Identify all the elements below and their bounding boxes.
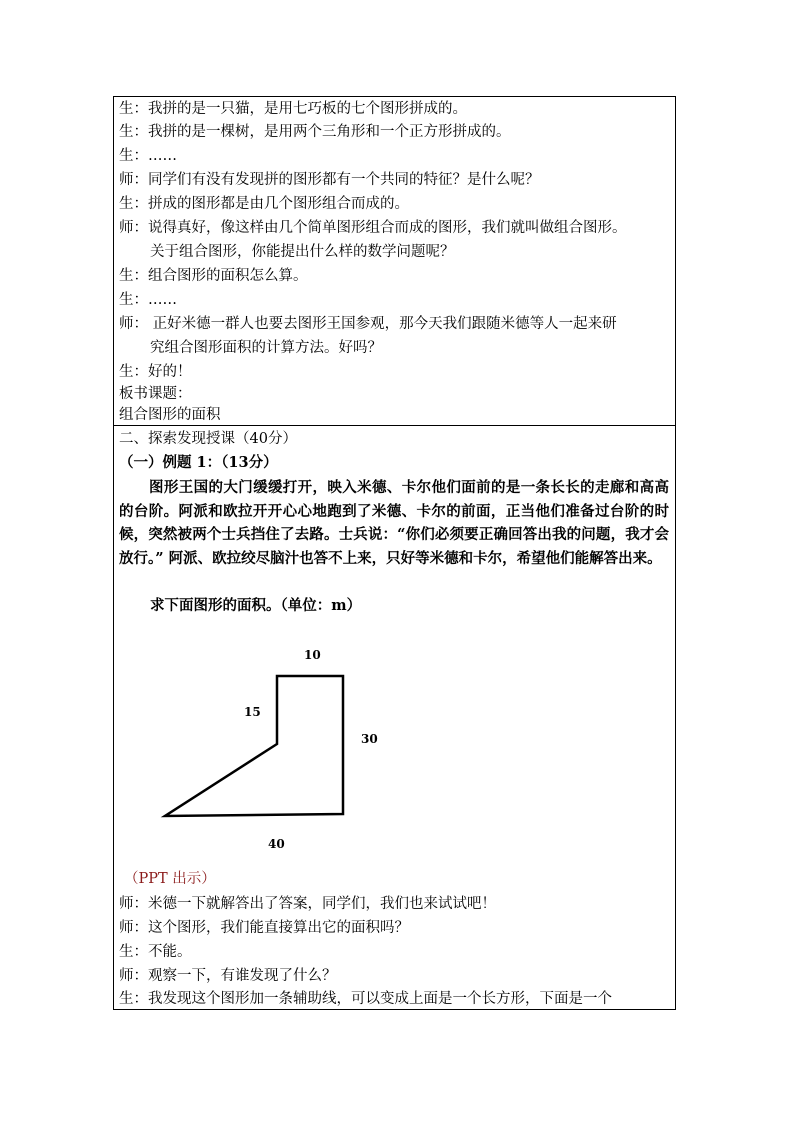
dialogue-line: 生：…… [119, 292, 177, 308]
dialogue-line: 生：…… [119, 148, 177, 164]
dialogue-line: 究组合图形面积的计算方法。好吗？ [150, 340, 382, 356]
figure-label-left: 15 [244, 705, 261, 719]
dialogue-line: 生：我拼的是一棵树，是用两个三角形和一个正方形拼成的。 [119, 124, 511, 140]
dialogue-line: 生：不能。 [119, 944, 192, 960]
section-title: 二、探索发现授课（40分） [119, 431, 297, 447]
dialogue-line: 师：这个图形，我们能直接算出它的面积吗？ [119, 920, 409, 936]
dialogue-line: 师：同学们有没有发现拼的图形都有一个共同的特征？是什么呢？ [119, 172, 540, 188]
dialogue-line: 师：米德一下就解答出了答案，同学们，我们也来试试吧！ [119, 896, 496, 912]
dialogue-line: 生：我发现这个图形加一条辅助线，可以变成上面是一个长方形，下面是一个 [119, 991, 612, 1007]
dialogue-line: 组合图形的面积 [119, 407, 221, 423]
dialogue-line: 板书课题： [119, 386, 192, 402]
composite-shape [165, 676, 343, 816]
dialogue-line: 师： 正好米德一群人也要去图形王国参观，那今天我们跟随米德等人一起来研 [119, 316, 617, 332]
dialogue-line: 生：拼成的图形都是由几个图形组合而成的。 [119, 196, 409, 212]
dialogue-line: 师：观察一下，有谁发现了什么？ [119, 968, 337, 984]
dialogue-line: 生：我拼的是一只猫，是用七巧板的七个图形拼成的。 [119, 101, 467, 117]
figure-label-right: 30 [361, 732, 378, 746]
dialogue-line: 师：说得真好，像这样由几个简单图形组合而成的图形，我们就叫做组合图形。 [119, 220, 627, 236]
question-text: 求下面图形的面积。（单位：m） [150, 597, 362, 614]
dialogue-line: 关于组合图形，你能提出什么样的数学问题呢？ [150, 244, 455, 260]
dialogue-line: 生：组合图形的面积怎么算。 [119, 268, 308, 284]
dialogue-line: 生：好的！ [119, 364, 192, 380]
story-paragraph: 图形王国的大门缓缓打开，映入米德、卡尔他们面前的是一条长长的走廊和高高的台阶。阿派和欧拉开开心心地跑到了米德、卡尔的前面，正当他们准备过台阶的时候，突然被两个士兵挡住了去路。士兵说：“你们必须要正确回答出我的问题，我才会放行。” 阿派、欧拉绞尽脑汁也答不上来，只好等米德和卡尔，希望他们能解答出来。 [119, 479, 669, 567]
ppt-note: （PPT 出示） [124, 871, 216, 887]
figure-label-top: 10 [304, 648, 321, 662]
example-title: （一）例题 1：（13分） [119, 454, 278, 471]
figure-label-bottom: 40 [268, 837, 285, 851]
